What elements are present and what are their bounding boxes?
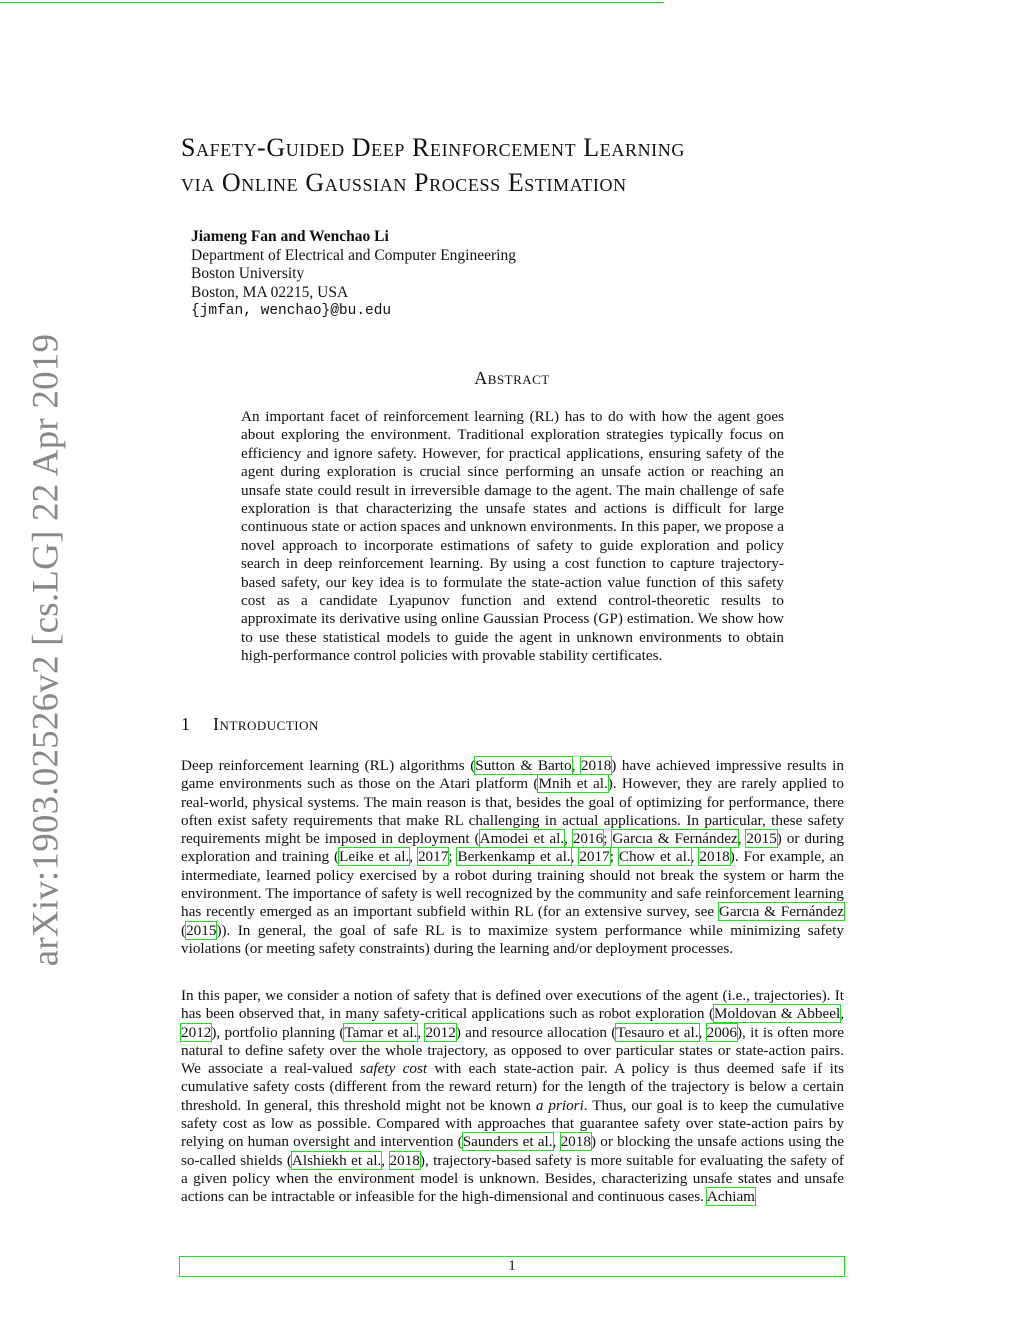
text-run: , xyxy=(381,1151,390,1169)
citation-link[interactable]: 2018 xyxy=(560,1133,591,1151)
text-run: ; xyxy=(609,848,619,866)
text-run: ; xyxy=(448,848,458,866)
text-run: , xyxy=(698,1023,707,1041)
author-block xyxy=(191,228,691,321)
text-run: , xyxy=(570,848,580,866)
citation-link[interactable]: 2012 xyxy=(181,1023,212,1041)
text-run: ), it is often more natural to define safety over the whole trajectory, as opposed to over particular states or state-action pairs. We associate a real-valued xyxy=(181,1023,844,1078)
text-run: ; xyxy=(603,830,613,848)
citation-link[interactable]: 2018 xyxy=(389,1151,420,1169)
citation-link[interactable]: Tesauro et al. xyxy=(616,1023,699,1041)
author-department: Department of Electrical and Computer Engineering xyxy=(191,246,516,264)
text-run: , xyxy=(409,848,418,866)
page-number: 1 xyxy=(508,1258,516,1274)
citation-link[interactable]: Berkenkamp et al. xyxy=(457,848,571,866)
citation-link[interactable]: Saunders et al. xyxy=(462,1133,553,1151)
text-run: ) or during exploration and training ( xyxy=(181,830,844,866)
text-run: ). For example, an intermediate, learned policy exercised by a robot during training should not break the system or harm the environment. The importance of safety is well recognized by the community and safe reinforcement learning has recently emerged as an important subfield within RL (for an extensive survey, see xyxy=(181,848,845,921)
citation-link[interactable]: 2018 xyxy=(699,848,730,866)
citation-link[interactable]: Alshiekh et al. xyxy=(291,1151,382,1169)
text-run: ) or blocking the unsafe actions using the so-called shields ( xyxy=(181,1133,844,1169)
citation-link[interactable]: 2017 xyxy=(579,848,610,866)
intro-paragraph-2 xyxy=(181,987,844,1207)
emphasis-text: safety cost xyxy=(359,1060,428,1078)
abstract-text: An important facet of reinforcement learning (RL) has to do with how the agent goes about exploring the environment. Traditional exploration strategies typically focus on efficiency and ignore safety. However, for practical applications, ensuring safety of the agent during exploration is crucial since performing an unsafe action or reaching an unsafe state could result in irreversible damage to the agent. The main challenge of safe exploration is that characterizing the unsafe states and actions is difficult for large continuous state or action spaces and unknown environments. In this paper, we propose a novel approach to incorporate estimations of safety to guide exploration and policy search in deep reinforcement learning. By using a cost function to capture trajectory-based safety, our key idea is to formulate the state-action value function of this safety cost as a candidate Lyapunov function and extend control-theoretic results to approximate its derivative using online Gaussian Process (GP) estimation. We show how to use these statistical models to guide the agent in unknown environments to obtain high-performance control policies with provable stability certificates. xyxy=(241,408,784,665)
text-run: with each state-action pair. A policy is thus deemed safe if its cumulative safety costs (different from the reward return) for the length of the trajectory is below a certain threshold. In general, this threshold might not be known xyxy=(181,1060,845,1114)
citation-link[interactable]: Mnih et al. xyxy=(538,775,608,793)
citation-link[interactable]: 2018 xyxy=(580,757,612,774)
text-run: ) and resource allocation ( xyxy=(455,1023,617,1041)
text-run: ) have achieved impressive results in game environments such as those on the Atari platform ( xyxy=(181,757,844,793)
paper-title xyxy=(181,130,881,200)
citation-link[interactable]: Garcıa & Fernández xyxy=(718,903,845,921)
emphasis-text: a priori xyxy=(535,1096,584,1114)
citation-link[interactable]: 2012 xyxy=(425,1023,456,1041)
author-email: {jmfan, wenchao}@bu.edu xyxy=(191,303,392,319)
text-run: ( xyxy=(181,921,187,939)
author-names: Jiameng Fan and Wenchao Li xyxy=(191,228,389,245)
text-run: Deep reinforcement learning (RL) algorithms ( xyxy=(181,757,476,774)
author-city: Boston, MA 02215, USA xyxy=(191,283,349,301)
citation-link[interactable]: 2015 xyxy=(186,921,217,939)
top-link-box[interactable] xyxy=(0,0,664,3)
citation-link[interactable]: Tamar et al. xyxy=(344,1023,418,1041)
text-run: ), portfolio planning ( xyxy=(211,1023,345,1041)
citation-link[interactable]: Achiam xyxy=(706,1188,755,1206)
citation-link[interactable]: Sutton & Barto xyxy=(475,757,572,774)
citation-link[interactable]: Garcıa & Fernández xyxy=(612,830,738,848)
text-run: ), trajectory-based safety is more suitable for evaluating the safety of a given policy when the environment model is unknown. Besides, characterizing unsafe states and unsafe actions can be intractable or infeasible for the high-dimensional and continuous cases. xyxy=(181,1151,844,1206)
text-run: In this paper, we consider a notion of safety that is defined over executions of the agent (i.e., trajectories). It has been observed that, in many safety-critical applications such as robot exploration ( xyxy=(181,987,844,1023)
citation-link[interactable]: 2006 xyxy=(706,1023,737,1041)
text-run: )). In general, the goal of safe RL is to maximize system performance while minimizing safety violations (or meeting safety constraints) during the learning and/or deployment processes. xyxy=(181,921,844,957)
title-line-1: Safety-Guided Deep Reinforcement Learning xyxy=(181,133,685,162)
citation-link[interactable]: Chow et al. xyxy=(618,848,691,866)
citation-link[interactable]: 2015 xyxy=(746,830,777,848)
text-run: , xyxy=(690,848,700,866)
text-run: , xyxy=(571,757,581,774)
intro-paragraph-1 xyxy=(181,757,844,958)
text-run: . Thus, our goal is to keep the cumulative safety cost as low as possible. Compared with approaches that guarantee safety over state-action pairs by relying on human oversight and intervention ( xyxy=(181,1096,845,1151)
text-run: , xyxy=(737,830,747,848)
page-number-link[interactable] xyxy=(179,1256,845,1277)
text-run: , xyxy=(417,1023,426,1041)
author-university: Boston University xyxy=(191,265,305,282)
section-title: Introduction xyxy=(213,714,319,734)
abstract-heading: Abstract xyxy=(474,368,550,388)
text-run: ). However, they are rarely applied to real-world, physical systems. The main reason is that, besides the goal of optimizing for performance, there often exist safety requirements that make RL challenging in actual applications. In particular, these safety requirements might be imposed in deployment ( xyxy=(181,775,844,848)
citation-link[interactable]: 2017 xyxy=(417,848,449,866)
section-number: 1 xyxy=(181,714,191,734)
citation-link[interactable]: Moldovan & Abbeel xyxy=(714,1005,841,1023)
section-heading xyxy=(181,714,319,735)
title-line-2: via Online Gaussian Process Estimation xyxy=(181,168,627,197)
citation-link[interactable]: 2016 xyxy=(572,830,604,848)
citation-link[interactable]: Amodei et al. xyxy=(479,830,565,848)
citation-link[interactable]: Leike et al. xyxy=(339,848,410,866)
text-run: , xyxy=(564,830,573,848)
arxiv-identifier: arXiv:1903.02526v2 [cs.LG] 22 Apr 2019 xyxy=(25,333,67,967)
text-run: , xyxy=(552,1133,561,1151)
text-run: , xyxy=(840,1005,844,1023)
